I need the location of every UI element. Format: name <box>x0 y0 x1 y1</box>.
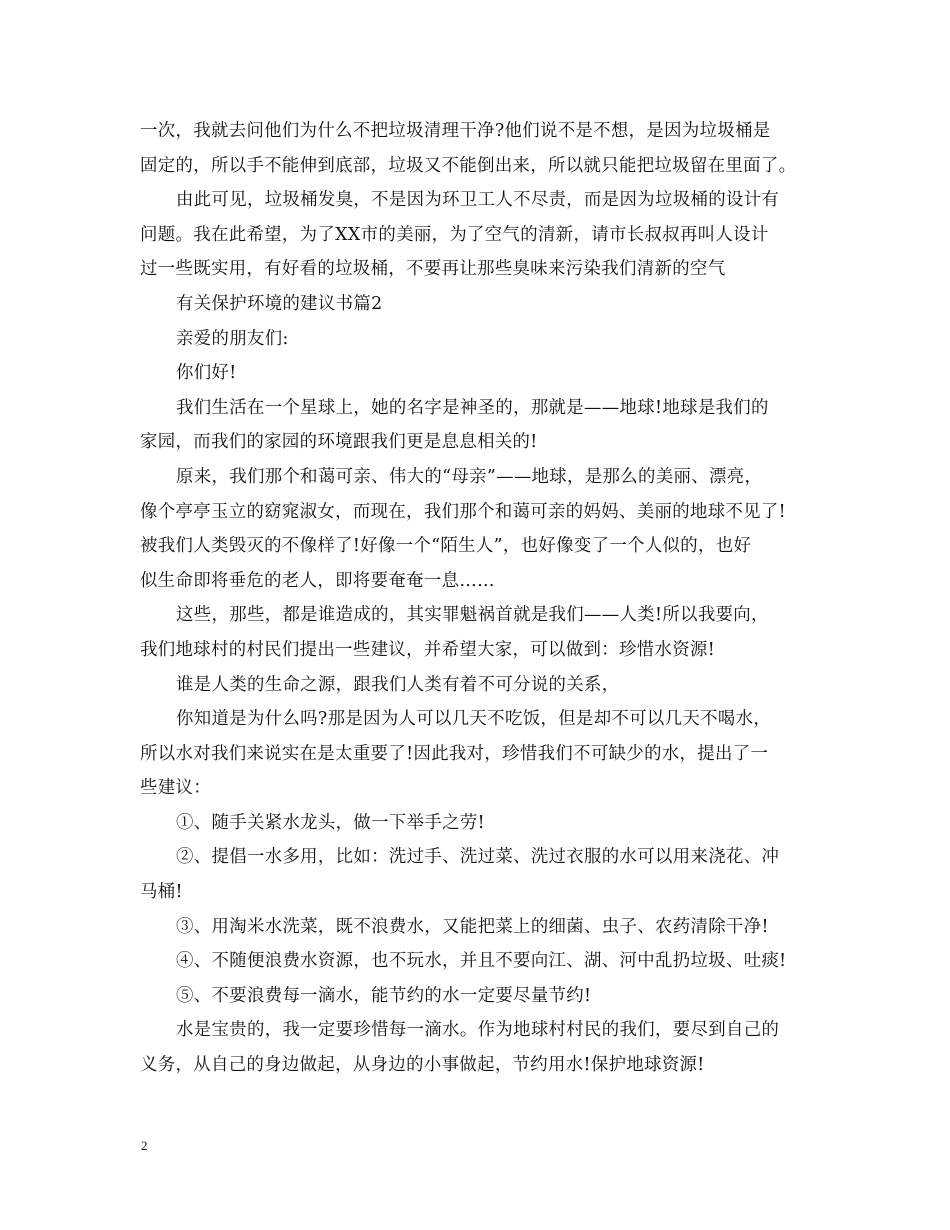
text-line: 由此可见，垃圾桶发臭，不是因为环卫工人不尽责，而是因为垃圾桶的设计有 <box>176 190 780 211</box>
page-number: 2 <box>141 1138 148 1153</box>
paragraph <box>140 668 815 703</box>
text-line: 马桶! <box>140 882 183 903</box>
paragraph <box>140 598 815 667</box>
text-line: ⑤、不要浪费每一滴水，能节约的水一定要尽量节约! <box>176 985 592 1006</box>
paragraph <box>140 1013 815 1082</box>
paragraph <box>140 702 815 806</box>
paragraph <box>140 979 815 1014</box>
text-line: ④、不随便浪费水资源，也不玩水，并且不要向江、湖、河中乱扔垃圾、吐痰! <box>176 951 787 972</box>
paragraph <box>140 806 815 841</box>
text-line: ②、提倡一水多用，比如：洗过手、洗过菜、洗过衣服的水可以用来浇花、冲 <box>176 847 780 868</box>
text-line: 这些，那些，都是谁造成的，其实罪魁祸首就是我们——人类!所以我要向， <box>176 605 769 626</box>
text-line: 家园，而我们的家园的环境跟我们更是息息相关的! <box>140 432 538 453</box>
text-line: 一次，我就去问他们为什么不把垃圾清理干净?他们说不是不想，是因为垃圾桶是 <box>140 121 771 141</box>
text-line: 些建议： <box>140 778 211 799</box>
text-line: 我们生活在一个星球上，她的名字是神圣的，那就是——地球!地球是我们的 <box>176 397 769 418</box>
text-line: ③、用淘米水洗菜，既不浪费水，又能把菜上的细菌、虫子、农药清除干净! <box>176 916 769 937</box>
paragraph <box>140 460 815 598</box>
paragraph <box>140 391 815 460</box>
text-line: 被我们人类毁灭的不像样了!好像一个“陌生人”，也好像变了一个人似的，也好 <box>140 536 752 557</box>
text-line: 像个亭亭玉立的窈窕淑女，而现在，我们那个和蔼可亲的妈妈、美丽的地球不见了! <box>140 501 787 522</box>
text-line: 有关保护环境的建议书篇2 <box>176 293 383 314</box>
text-line: 固定的，所以手不能伸到底部，垃圾又不能倒出来，所以就只能把垃圾留在里面了。 <box>140 155 797 176</box>
text-line: 过一些既实用，有好看的垃圾桶，不要再让那些臭味来污染我们清新的空气 <box>140 259 726 280</box>
paragraph <box>140 910 815 945</box>
text-line: 所以水对我们来说实在是太重要了!因此我对，珍惜我们不可缺少的水，提出了一 <box>140 743 769 764</box>
text-line: 原来，我们那个和蔼可亲、伟大的“母亲”——地球，是那么的美丽、漂亮， <box>176 466 763 487</box>
text-line: 你们好! <box>176 363 237 384</box>
text-line: ①、随手关紧水龙头，做一下举手之劳! <box>176 812 485 833</box>
paragraph <box>140 356 815 391</box>
paragraph <box>140 287 815 322</box>
text-line: 义务，从自己的身边做起，从身边的小事做起，节约用水!保护地球资源! <box>140 1055 705 1076</box>
paragraph <box>140 322 815 357</box>
paragraph <box>140 840 815 909</box>
text-line: 我们地球村的村民们提出一些建议，并希望大家，可以做到：珍惜水资源! <box>140 639 716 660</box>
document-body <box>140 114 815 1083</box>
text-line: 水是宝贵的，我一定要珍惜每一滴水。作为地球村村民的我们，要尽到自己的 <box>176 1020 780 1041</box>
text-line: 亲爱的朋友们: <box>176 328 289 349</box>
paragraph <box>140 183 815 287</box>
paragraph <box>140 944 815 979</box>
text-line: 问题。我在此希望，为了XX市的美丽，为了空气的清新，请市长叔叔再叫人设计 <box>140 224 769 245</box>
text-line: 似生命即将垂危的老人，即将要奄奄一息…… <box>140 570 495 591</box>
text-line: 你知道是为什么吗?那是因为人可以几天不吃饭，但是却不可以几天不喝水， <box>176 709 772 730</box>
paragraph <box>140 114 815 183</box>
text-line: 谁是人类的生命之源，跟我们人类有着不可分说的关系， <box>176 674 620 695</box>
